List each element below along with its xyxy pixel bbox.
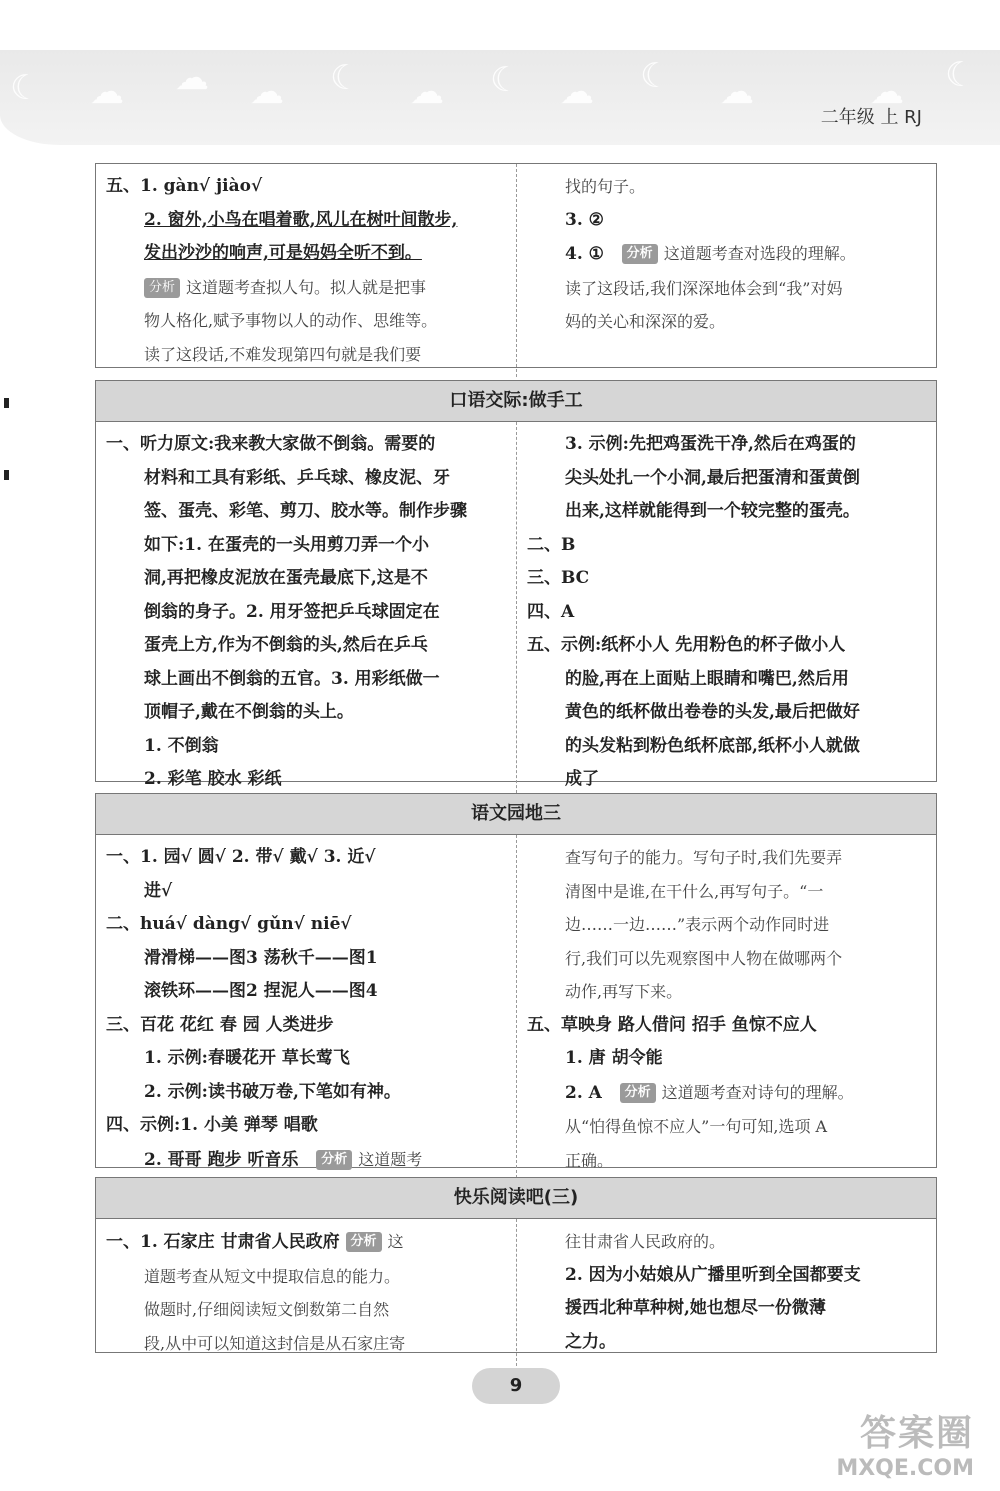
watermark-logo bbox=[836, 1405, 974, 1481]
cloud-icon: ☁ bbox=[560, 72, 594, 112]
answer-line: 蛋壳上方,作为不倒翁的头,然后在乒乓 bbox=[144, 635, 428, 655]
answer-line: 之力。 bbox=[565, 1331, 616, 1352]
answer-text: 发出沙沙的响声,可是妈妈全听不到。 bbox=[144, 243, 422, 263]
answer-line: 五、示例:纸杯小人 先用粉色的杯子做小人 bbox=[527, 635, 846, 655]
section-happy-reading bbox=[95, 1177, 937, 1353]
answer-line: 出来,这样就能得到一个较完整的蛋壳。 bbox=[565, 501, 860, 521]
watermark-url: MXQE.COM bbox=[836, 1456, 974, 1481]
analysis-line: 往甘肃省人民政府的。 bbox=[565, 1232, 726, 1251]
answer-line: 签、蛋壳、彩笔、剪刀、胶水等。制作步骤 bbox=[144, 501, 467, 521]
moon-icon: ☾ bbox=[490, 60, 521, 100]
analysis-line: 从“怕得鱼惊不应人”一句可知,选项 A bbox=[565, 1117, 828, 1136]
answer-line: 成了 bbox=[565, 769, 599, 789]
page-edge-mark bbox=[4, 470, 9, 480]
answer-line: 材料和工具有彩纸、乒乓球、橡皮泥、牙 bbox=[144, 467, 450, 488]
page-edge-mark bbox=[4, 398, 9, 408]
analysis-line: 读了这段话,不难发现第四句就是我们要 bbox=[144, 344, 422, 364]
cloud-icon: ☁ bbox=[175, 58, 209, 98]
answer-line: 黄色的纸杯做出卷卷的头发,最后把做好 bbox=[565, 702, 860, 722]
answer-line: 四、示例:1. 小美 弹琴 唱歌 bbox=[106, 1115, 318, 1135]
analysis-line: 读了这段话,我们深深地体会到“我”对妈 bbox=[565, 278, 843, 298]
analysis-line: 道题考查从短文中提取信息的能力。 bbox=[144, 1266, 401, 1286]
section-right-column bbox=[516, 1219, 936, 1366]
answer-line: 倒翁的身子。2. 用牙签把乒乓球固定在 bbox=[144, 601, 440, 622]
answer-text: 4. ① bbox=[565, 244, 604, 264]
answer-line: 五、草映身 路人借问 招手 鱼惊不应人 bbox=[527, 1014, 817, 1035]
answer-line: 3. ② bbox=[565, 209, 604, 230]
cloud-icon: ☁ bbox=[250, 72, 284, 112]
section-right-column bbox=[516, 164, 936, 377]
answer-line: 的脸,再在上面贴上眼睛和嘴巴,然后用 bbox=[565, 668, 849, 689]
analysis-tag: 分析 bbox=[622, 244, 658, 264]
answer-line: 五、1. gàn√ jiào√ bbox=[106, 176, 263, 196]
grade-label: 二年级 上 RJ bbox=[820, 107, 922, 128]
answer-line bbox=[527, 237, 924, 272]
analysis-text: 这 bbox=[387, 1232, 404, 1251]
answer-line: 洞,再把橡皮泥放在蛋壳最底下,这是不 bbox=[144, 568, 428, 588]
analysis-tag: 分析 bbox=[620, 1083, 656, 1103]
analysis-line: 妈的关心和深深的爱。 bbox=[565, 312, 726, 331]
cloud-icon: ☁ bbox=[870, 72, 904, 112]
moon-icon: ☾ bbox=[945, 55, 976, 95]
answer-line: 三、百花 花红 春 园 人类进步 bbox=[106, 1014, 334, 1035]
answer-line: 顶帽子,戴在不倒翁的头上。 bbox=[144, 702, 354, 722]
answer-line: 1. 不倒翁 bbox=[144, 735, 219, 756]
answer-line: 滚铁环——图2 捏泥人——图4 bbox=[144, 981, 378, 1001]
analysis-line: 段,从中可以知道这封信是从石家庄寄 bbox=[144, 1333, 406, 1353]
answer-line: 三、BC bbox=[527, 568, 590, 588]
answer-line bbox=[527, 1076, 924, 1111]
answer-line: 球上画出不倒翁的五官。3. 用彩纸做一 bbox=[144, 668, 440, 689]
answer-text: 一、1. 石家庄 甘肃省人民政府 bbox=[106, 1232, 340, 1252]
analysis-line: 边……一边……”表示两个动作同时进 bbox=[565, 915, 830, 934]
answer-line: 援西北种草种树,她也想尽一份微薄 bbox=[565, 1298, 826, 1318]
answer-line bbox=[106, 1225, 504, 1260]
answer-line: 如下:1. 在蛋壳的一头用剪刀弄一个小 bbox=[144, 534, 429, 555]
section-right-column bbox=[516, 422, 936, 803]
answer-line bbox=[106, 204, 504, 238]
analysis-text: 这道题考查拟人句。拟人就是把事 bbox=[186, 277, 427, 297]
analysis-tag: 分析 bbox=[316, 1150, 352, 1170]
analysis-line bbox=[106, 271, 504, 305]
answer-text: 2. 哥哥 跑步 听音乐 bbox=[144, 1149, 299, 1170]
answer-line: 尖头处扎一个小洞,最后把蛋清和蛋黄倒 bbox=[565, 467, 860, 488]
section-title: 快乐阅读吧(三) bbox=[96, 1178, 936, 1219]
analysis-text: 这道题考 bbox=[358, 1149, 423, 1169]
cloud-icon: ☁ bbox=[90, 72, 124, 112]
moon-icon: ☾ bbox=[640, 56, 671, 96]
analysis-line: 做题时,仔细阅读短文倒数第二自然 bbox=[144, 1300, 390, 1319]
answer-line: 一、听力原文:我来教大家做不倒翁。需要的 bbox=[106, 434, 436, 454]
analysis-line: 查写句子的能力。写句子时,我们先要弄 bbox=[565, 848, 843, 867]
answer-line: 进√ bbox=[144, 880, 173, 901]
answer-line: 一、1. 园√ 圆√ 2. 带√ 戴√ 3. 近√ bbox=[106, 847, 376, 867]
section-title: 语文园地三 bbox=[96, 794, 936, 835]
analysis-tag: 分析 bbox=[144, 278, 180, 298]
analysis-tag: 分析 bbox=[346, 1232, 382, 1252]
answer-line: 2. 示例:读书破万卷,下笔如有神。 bbox=[144, 1081, 401, 1102]
analysis-text: 这道题考查对选段的理解。 bbox=[663, 244, 856, 263]
answer-line: 2. 彩笔 胶水 彩纸 bbox=[144, 769, 282, 789]
analysis-line: 物人格化,赋予事物以人的动作、思维等。 bbox=[144, 311, 438, 330]
answer-line: 的头发粘到粉色纸杯底部,纸杯小人就做 bbox=[565, 735, 860, 756]
analysis-line: 清图中是谁,在干什么,再写句子。“一 bbox=[565, 881, 824, 901]
analysis-text: 这道题考查对诗句的理解。 bbox=[661, 1082, 854, 1102]
answer-line: 四、A bbox=[527, 601, 575, 622]
section-right-column bbox=[516, 835, 936, 1183]
section-left-column bbox=[96, 422, 516, 803]
answer-text: 2. 窗外,小鸟在唱着歌,风儿在树叶间散步, bbox=[144, 209, 458, 230]
section-left-column bbox=[96, 835, 516, 1183]
answer-line: 二、huá√ dàng√ gǔn√ niē√ bbox=[106, 914, 352, 934]
section-left-column bbox=[96, 1219, 516, 1366]
watermark-title: 答案圈 bbox=[859, 1413, 974, 1454]
section-left-column bbox=[96, 164, 516, 377]
analysis-line: 找的句子。 bbox=[565, 177, 646, 196]
answer-line: 1. 示例:春暖花开 草长莺飞 bbox=[144, 1048, 350, 1068]
page-number: 9 bbox=[472, 1368, 560, 1404]
analysis-line: 行,我们可以先观察图中人物在做哪两个 bbox=[565, 948, 843, 968]
section-oral-communication bbox=[95, 380, 937, 789]
moon-icon: ☾ bbox=[10, 68, 41, 108]
answer-text: 2. A bbox=[565, 1082, 602, 1103]
answer-line bbox=[106, 237, 504, 271]
answer-line: 1. 唐 胡令能 bbox=[565, 1048, 663, 1068]
answer-line: 2. 因为小姑娘从广播里听到全国都要支 bbox=[565, 1264, 861, 1285]
answer-line bbox=[106, 1143, 504, 1178]
cloud-icon: ☁ bbox=[410, 72, 444, 112]
answer-line: 滑滑梯——图3 荡秋千——图1 bbox=[144, 947, 378, 968]
cloud-icon: ☁ bbox=[720, 72, 754, 112]
section-answers-top bbox=[95, 163, 937, 368]
analysis-line: 正确。 bbox=[565, 1150, 614, 1170]
analysis-line: 动作,再写下来。 bbox=[565, 982, 683, 1001]
moon-icon: ☾ bbox=[330, 58, 361, 98]
section-title: 口语交际:做手工 bbox=[96, 381, 936, 422]
header-band bbox=[0, 50, 1000, 145]
answer-line: 3. 示例:先把鸡蛋洗干净,然后在鸡蛋的 bbox=[565, 434, 856, 454]
section-chinese-garden bbox=[95, 793, 937, 1168]
answer-line: 二、B bbox=[527, 534, 576, 555]
